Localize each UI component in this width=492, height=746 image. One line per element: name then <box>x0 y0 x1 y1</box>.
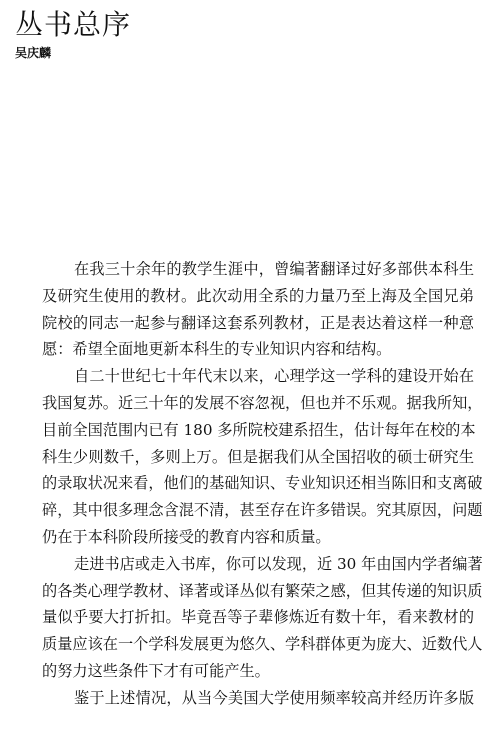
text-line: 质量应该在一个学科发展更为悠久、学科群体更为庞大、近数代人 <box>42 635 483 654</box>
text-line: 走进书店或走入书库，你可以发现，近 30 年由国内学者编著 <box>74 554 483 573</box>
author-name: 吴庆麟 <box>15 46 52 60</box>
text-line: 愿：希望全面地更新本科生的专业知识内容和结构。 <box>42 340 392 359</box>
text-line: 仍在于本科阶段所接受的教育内容和质量。 <box>42 527 331 546</box>
text-line: 量似乎要大打折扣。毕竟吾等子辈修炼近有数十年，看来教材的 <box>42 608 474 627</box>
text-line: 目前全国范围内已有 180 多所院校建系招生，估计每年在校的本 <box>42 420 476 439</box>
text-line: 碎，其中很多理念含混不清，甚至存在许多错误。究其原因，问题 <box>42 501 483 520</box>
text-line: 鉴于上述情况，从当今美国大学使用频率较高并经历许多版 <box>74 688 474 707</box>
text-line: 自二十世纪七十年代末以来，心理学这一学科的建设开始在 <box>74 367 474 386</box>
text-line: 的各类心理学教材、译著或译丛似有繁荣之感，但其传递的知识质 <box>42 581 483 600</box>
text-line: 我国复苏。近三十年的发展不容忽视，但也并不乐观。据我所知， <box>42 393 483 412</box>
text-line: 的努力这些条件下才有可能产生。 <box>42 661 270 680</box>
page-title: 丛书总序 <box>15 8 132 41</box>
text-line: 及研究生使用的教材。此次动用全系的力量乃至上海及全国兄弟 <box>42 286 474 305</box>
preface-body <box>42 256 483 712</box>
text-line: 院校的同志一起参与翻译这套系列教材，正是表达着这样一种意 <box>42 313 474 332</box>
text-line: 在我三十余年的教学生涯中，曾编著翻译过好多部供本科生 <box>74 260 474 278</box>
text-line: 科生少则数千，多则上万。但是据我们从全国招收的硕士研究生 <box>42 447 474 466</box>
text-line: 的录取状况来看，他们的基础知识、专业知识还相当陈旧和支离破 <box>42 474 483 493</box>
